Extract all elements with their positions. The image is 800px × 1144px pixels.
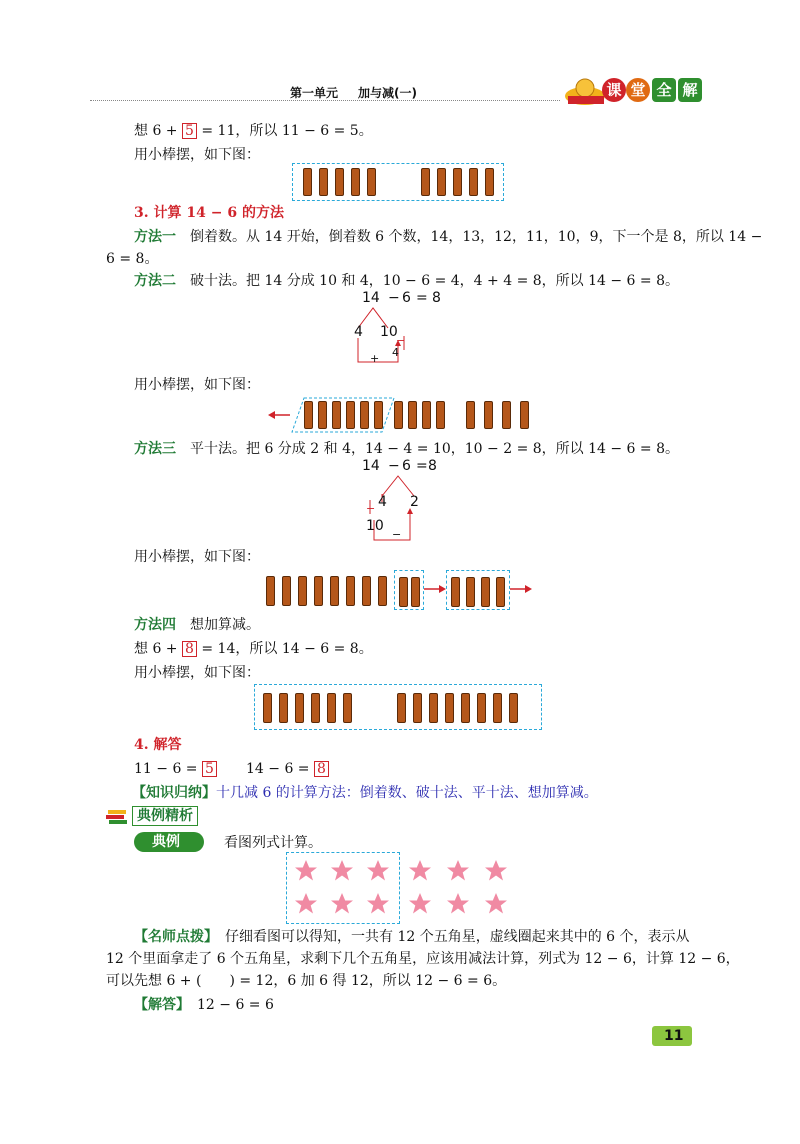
star-icon: [409, 893, 431, 914]
stick: [311, 693, 320, 723]
star-icon: [331, 860, 353, 881]
method3-diagram: 14 − 6 = 8 4 2 − 10 −: [362, 458, 437, 541]
stick: [481, 577, 490, 607]
stick: [378, 576, 387, 606]
stick: [367, 168, 376, 196]
stick: [362, 576, 371, 606]
stick: [408, 401, 417, 429]
answer-line: 【解答】 12 − 6 = 6: [134, 997, 274, 1013]
stick: [335, 168, 344, 196]
star-icon: [485, 860, 507, 881]
stick: [502, 401, 511, 429]
method2-caption: 用小棒摆，如下图：: [134, 377, 260, 393]
stick: [346, 401, 355, 429]
stick: [421, 168, 430, 196]
stick: [411, 577, 420, 607]
stick: [330, 576, 339, 606]
dashed-group: [394, 570, 424, 610]
page-number-tab: [652, 1026, 692, 1046]
star-icon: [485, 893, 507, 914]
section4-title: 4. 解答: [134, 737, 182, 753]
stick: [303, 168, 312, 196]
stick: [263, 693, 272, 723]
stick: [318, 401, 327, 429]
stick: [493, 693, 502, 723]
unit-title: 第一单元: [290, 86, 339, 100]
stick: [319, 168, 328, 196]
arrow-right-icon: [510, 582, 532, 596]
stick: [397, 693, 406, 723]
stick: [461, 693, 470, 723]
stick: [282, 576, 291, 606]
stars-figure: [282, 852, 518, 924]
stick: [360, 401, 369, 429]
page-number: 11: [664, 1028, 684, 1044]
sticks-group-method2: [268, 396, 538, 434]
stick: [314, 576, 323, 606]
stick: [469, 168, 478, 196]
answer-eq-1: 11 − 6 = 5: [134, 760, 217, 778]
star-icon: [295, 860, 317, 881]
star-icon: [447, 860, 469, 881]
logo: [560, 76, 730, 106]
stick: [343, 693, 352, 723]
stick: [453, 168, 462, 196]
star-icon: [409, 860, 431, 881]
stick: [496, 577, 505, 607]
method4-caption: 用小棒摆，如下图：: [134, 665, 260, 681]
books-icon: [106, 808, 128, 826]
sticks-group-method4: [254, 684, 542, 730]
stick: [466, 401, 475, 429]
header-dotted-rule: [90, 100, 560, 101]
tips-line-3: 可以先想 6 + ( ) = 12，6 加 6 得 12，所以 12 − 6 = 6。: [106, 973, 507, 989]
example-section-header: [106, 806, 226, 828]
method2-diagram: 14 − 6 = 8 4 10 − 4 +: [354, 290, 441, 365]
stick: [351, 168, 360, 196]
logo-char-4: 解: [678, 78, 702, 102]
stick: [295, 693, 304, 723]
star-icon: [331, 893, 353, 914]
tips-line-2: 12 个里面拿走了 6 个五角星，求剩下几个五角星，应该用减法计算，列式为 12 − 6，计算 12 − 6，: [106, 951, 740, 967]
answer-box: 5: [202, 761, 217, 777]
method4-line: 方法四 想加算减。: [134, 617, 260, 633]
stick: [332, 401, 341, 429]
stick: [394, 401, 403, 429]
example-prompt: 看图列式计算。: [224, 835, 322, 851]
stick: [279, 693, 288, 723]
stick: [298, 576, 307, 606]
example-tag: 典例: [134, 832, 204, 852]
stick: [422, 401, 431, 429]
stick: [304, 401, 313, 429]
stick: [437, 168, 446, 196]
stick: [477, 693, 486, 723]
method1-line-a: 方法一 倒着数。从 14 开始，倒着数 6 个数，14，13，12，11，10，9，下一个是 8，所以 14 −: [134, 229, 763, 245]
star-icon: [447, 893, 469, 914]
method4-think-line: 想 6 + 8 = 14，所以 14 − 6 = 8。: [134, 641, 373, 657]
star-icon: [367, 860, 389, 881]
stick: [509, 693, 518, 723]
stick: [485, 168, 494, 196]
intro-caption: 用小棒摆，如下图：: [134, 147, 260, 163]
stick: [445, 693, 454, 723]
stick: [399, 577, 408, 607]
stick: [451, 577, 460, 607]
stick: [327, 693, 336, 723]
example-section-label: 典例精析: [132, 806, 198, 826]
stick: [520, 401, 529, 429]
intro-think-line: 想 6 + 5 = 11，所以 11 − 6 = 5。: [134, 123, 373, 139]
knowledge-summary: 【知识归纳】十几减 6 的计算方法：倒着数、破十法、平十法、想加算减。: [132, 785, 598, 801]
section3-title: 3. 计算 14 − 6 的方法: [134, 205, 284, 221]
stick: [346, 576, 355, 606]
logo-char-3: 全: [652, 78, 676, 102]
sticks-group-method3: [262, 570, 532, 610]
answer-box: 5: [182, 123, 197, 139]
stick: [374, 401, 383, 429]
answer-box: 8: [314, 761, 329, 777]
chapter-title: 加与减(一): [358, 86, 417, 100]
sticks-group-intro: [292, 163, 504, 201]
star-icon: [295, 893, 317, 914]
star-icon: [367, 893, 389, 914]
logo-char-2: 堂: [626, 78, 650, 102]
answer-box: 8: [182, 641, 197, 657]
tips-line-1: 【名师点拨】 仔细看图可以得知，一共有 12 个五角星，虚线圈起来其中的 6 个，表示从: [134, 929, 690, 945]
method3-line: 方法三 平十法。把 6 分成 2 和 4，14 − 4 = 10，10 − 2 = 8，所以 14 − 6 = 8。: [134, 441, 680, 457]
logo-char-1: 课: [602, 78, 626, 102]
method2-line: 方法二 破十法。把 14 分成 10 和 4，10 − 6 = 4，4 + 4 = 8，所以 14 − 6 = 8。: [134, 273, 680, 289]
stick: [436, 401, 445, 429]
stick: [266, 576, 275, 606]
method3-caption: 用小棒摆，如下图：: [134, 549, 260, 565]
dashed-group: [446, 570, 510, 610]
arrow-right-icon: [424, 582, 446, 596]
stick: [466, 577, 475, 607]
answer-eq-2: 14 − 6 = 8: [246, 760, 329, 778]
method1-line-b: 6 = 8。: [106, 251, 159, 267]
stick: [429, 693, 438, 723]
stick: [413, 693, 422, 723]
stick: [484, 401, 493, 429]
